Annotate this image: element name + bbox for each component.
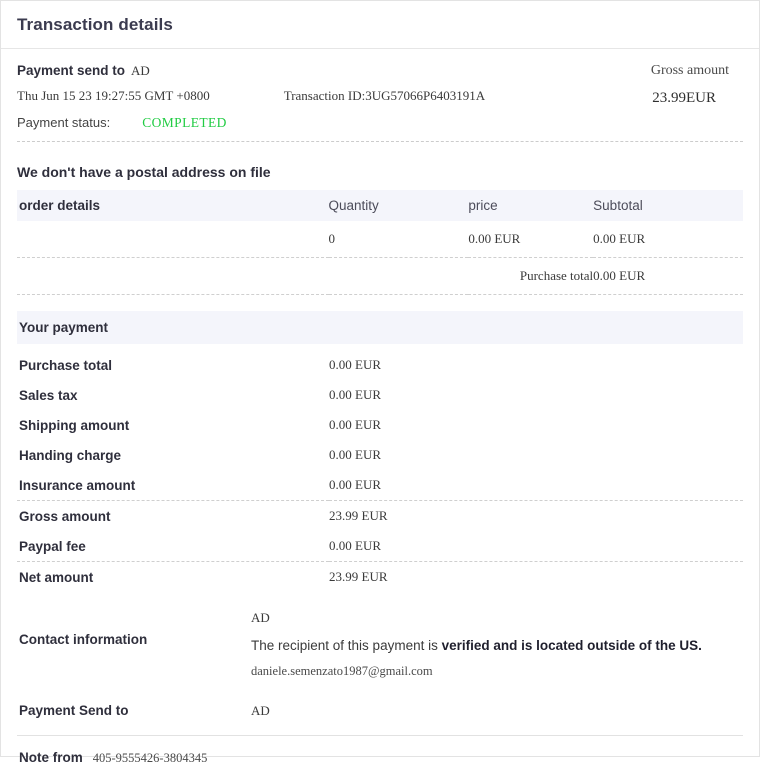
order-row-subtotal: 0.00 EUR	[593, 221, 743, 258]
column-header-subtotal: Subtotal	[593, 190, 743, 221]
transaction-id: Transaction ID:3UG57066P6403191A	[283, 88, 486, 103]
payment-line-value-gross-amount: 23.99 EUR	[329, 501, 743, 532]
payment-line-value-sales-tax: 0.00 EUR	[329, 387, 381, 402]
status-badge: COMPLETED	[142, 115, 227, 130]
payment-line-label-shipping-amount: Shipping amount	[19, 417, 130, 433]
column-header-order-details: order details	[17, 190, 329, 221]
payment-line-value-net-amount: 23.99 EUR	[329, 562, 743, 593]
column-header-quantity: Quantity	[329, 190, 469, 221]
payment-status-label: Payment status:	[17, 115, 111, 130]
payment-line-label-sales-tax: Sales tax	[19, 387, 78, 403]
your-payment-table	[17, 350, 743, 592]
order-purchase-total-value: 0.00 EUR	[593, 258, 743, 295]
table-row	[17, 531, 743, 562]
table-row	[17, 221, 743, 258]
page-title: Transaction details	[17, 14, 173, 34]
payment-line-label-paypal-fee: Paypal fee	[19, 538, 86, 554]
note-value: 405-9555426-3804345	[92, 751, 208, 765]
payment-line-value-purchase-total: 0.00 EUR	[329, 357, 381, 372]
note-label: Note from	[19, 750, 83, 765]
payment-send-to-section-value: AD	[251, 703, 270, 718]
page-body	[1, 49, 759, 766]
order-details-table	[17, 190, 743, 295]
payment-line-label-purchase-total: Purchase total	[19, 357, 113, 373]
payment-send-to-section-label: Payment Send to	[19, 703, 129, 718]
spacer-cell-2	[329, 258, 469, 295]
payment-send-to-section	[17, 679, 743, 736]
verification-prefix: The recipient of this payment is	[251, 638, 442, 653]
order-details-header-row	[17, 190, 743, 221]
table-row	[17, 501, 743, 532]
order-purchase-total-label: Purchase total	[468, 258, 593, 295]
spacer-cell	[17, 258, 329, 295]
payment-line-value-handing-charge: 0.00 EUR	[329, 447, 381, 462]
payment-line-label-insurance-amount: Insurance amount	[19, 477, 136, 493]
table-row	[17, 562, 743, 593]
payment-line-label-net-amount: Net amount	[17, 562, 329, 593]
column-header-price: price	[468, 190, 593, 221]
payment-send-to-row	[17, 63, 743, 79]
payment-send-to-value: AD	[131, 63, 150, 78]
payment-line-value-shipping-amount: 0.00 EUR	[329, 417, 381, 432]
table-row	[17, 350, 743, 380]
payment-line-label-gross-amount: Gross amount	[17, 501, 329, 532]
page-header	[1, 1, 759, 49]
verification-strong: verified and is located outside of the US.	[441, 638, 702, 653]
contact-email[interactable]: daniele.semenzato1987@gmail.com	[251, 664, 433, 678]
gross-amount-value: 23.99EUR	[652, 90, 716, 106]
contact-name: AD	[251, 610, 270, 625]
order-row-description	[17, 221, 329, 258]
contact-information-label: Contact information	[19, 632, 148, 647]
payment-status-row	[17, 115, 743, 131]
order-row-price: 0.00 EUR	[468, 221, 593, 258]
table-row	[17, 440, 743, 470]
table-row	[17, 470, 743, 501]
table-row	[17, 410, 743, 440]
no-postal-address-notice: We don't have a postal address on file	[17, 164, 271, 180]
gross-amount-label: Gross amount	[650, 63, 729, 78]
order-row-quantity: 0	[329, 221, 469, 258]
contact-information-body	[251, 610, 743, 679]
payment-line-value-paypal-fee: 0.00 EUR	[329, 538, 381, 553]
table-row	[17, 380, 743, 410]
contact-information-section	[17, 592, 743, 679]
recipient-verification-text	[251, 638, 743, 653]
your-payment-section-title: Your payment	[17, 311, 743, 344]
transaction-date-row	[17, 88, 743, 104]
note-section	[17, 736, 743, 766]
transaction-date: Thu Jun 15 23 19:27:55 GMT +0800	[17, 88, 210, 103]
transaction-summary	[17, 49, 743, 142]
order-purchase-total-row	[17, 258, 743, 295]
payment-send-to-label: Payment send to	[17, 63, 126, 78]
payment-line-value-insurance-amount: 0.00 EUR	[329, 477, 381, 492]
payment-line-label-handing-charge: Handing charge	[19, 447, 122, 463]
